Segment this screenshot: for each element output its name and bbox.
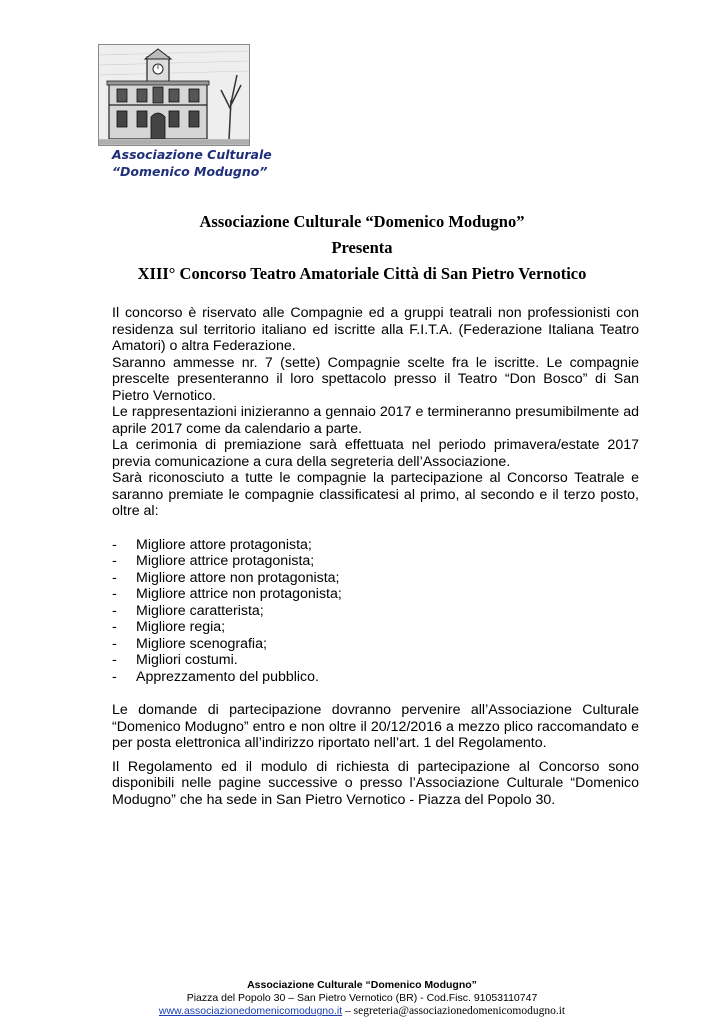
list-item: - Migliore regia; [112, 619, 639, 636]
title-line-3: XIII° Concorso Teatro Amatoriale Città di San Pietro Vernotico [137, 264, 587, 283]
association-line-1: Associazione Culturale [112, 147, 272, 162]
footer-contacts [0, 1005, 724, 1018]
document-title [0, 209, 724, 287]
association-line-2: “Domenico Modugno” [112, 164, 268, 179]
town-hall-sketch-icon [98, 44, 250, 146]
title-line-2: Presenta [331, 238, 393, 257]
paragraph-eligibility: Il concorso è riservato alle Compagnie ed a gruppi teatrali non professionisti con residenza sul territorio italiano ed iscritte alla F.I.T.A. (Federazione Italiana Teatro Amatori) o altra Federazione. [112, 305, 639, 354]
page-footer [0, 979, 724, 1018]
paragraph-awards-intro: Sarà riconosciuto a tutte le compagnie la partecipazione al Concorso Teatrale e saranno premiate le compagnie classificatesi al primo, al secondo e il terzo posto, oltre al: [112, 470, 639, 519]
list-item: - Apprezzamento del pubblico. [112, 669, 639, 686]
footer-title: Associazione Culturale “Domenico Modugno” [247, 979, 477, 991]
paragraph-application: Le domande di partecipazione dovranno pervenire all’Associazione Culturale “Domenico Modugno” entro e non oltre il 20/12/2016 a mezzo plico raccomandato e per posta elettronica all’indirizzo riportato nell’art. 1 del Regolamento. [112, 702, 639, 751]
document-body [112, 305, 639, 808]
footer-address: Piazza del Popolo 30 – San Pietro Vernotico (BR) - Cod.Fisc. 91053110747 [186, 992, 538, 1004]
awards-list [112, 537, 639, 686]
list-item: - Migliore attrice protagonista; [112, 553, 639, 570]
paragraph-schedule: Le rappresentazioni inizieranno a gennaio 2017 e termineranno presumibilmente ad aprile 2017 come da calendario a parte. [112, 404, 639, 437]
paragraph-admission: Saranno ammesse nr. 7 (sette) Compagnie scelte fra le iscritte. Le compagnie prescelte presenteranno il loro spettacolo presso il Teatro “Don Bosco” di San Pietro Vernotico. [112, 354, 639, 404]
footer-separator: – [342, 1005, 354, 1017]
association-name [112, 146, 272, 180]
title-line-1: Associazione Culturale “Domenico Modugno” [199, 212, 525, 231]
list-item: - Migliore attore non protagonista; [112, 570, 639, 587]
website-link[interactable]: www.associazionedomenicomodugno.it [158, 1005, 343, 1017]
list-item: - Migliore scenografia; [112, 636, 639, 653]
paragraph-regulation: Il Regolamento ed il modulo di richiesta di partecipazione al Concorso sono disponibili nelle pagine successive o presso l’Associazione Culturale “Domenico Modugno” che ha sede in San Pietro Vernotico - Piazza del Popolo 30. [112, 758, 639, 808]
list-item: - Migliore caratterista; [112, 603, 639, 620]
list-item: - Migliore attrice non protagonista; [112, 586, 639, 603]
list-item: - Migliore attore protagonista; [112, 537, 639, 554]
list-item: - Migliori costumi. [112, 652, 639, 669]
paragraph-ceremony: La cerimonia di premiazione sarà effettuata nel periodo primavera/estate 2017 previa comunicazione a cura della segreteria dell’Associazione. [112, 437, 639, 470]
footer-email: segreteria@associazionedomenicomodugno.it [353, 1005, 566, 1017]
